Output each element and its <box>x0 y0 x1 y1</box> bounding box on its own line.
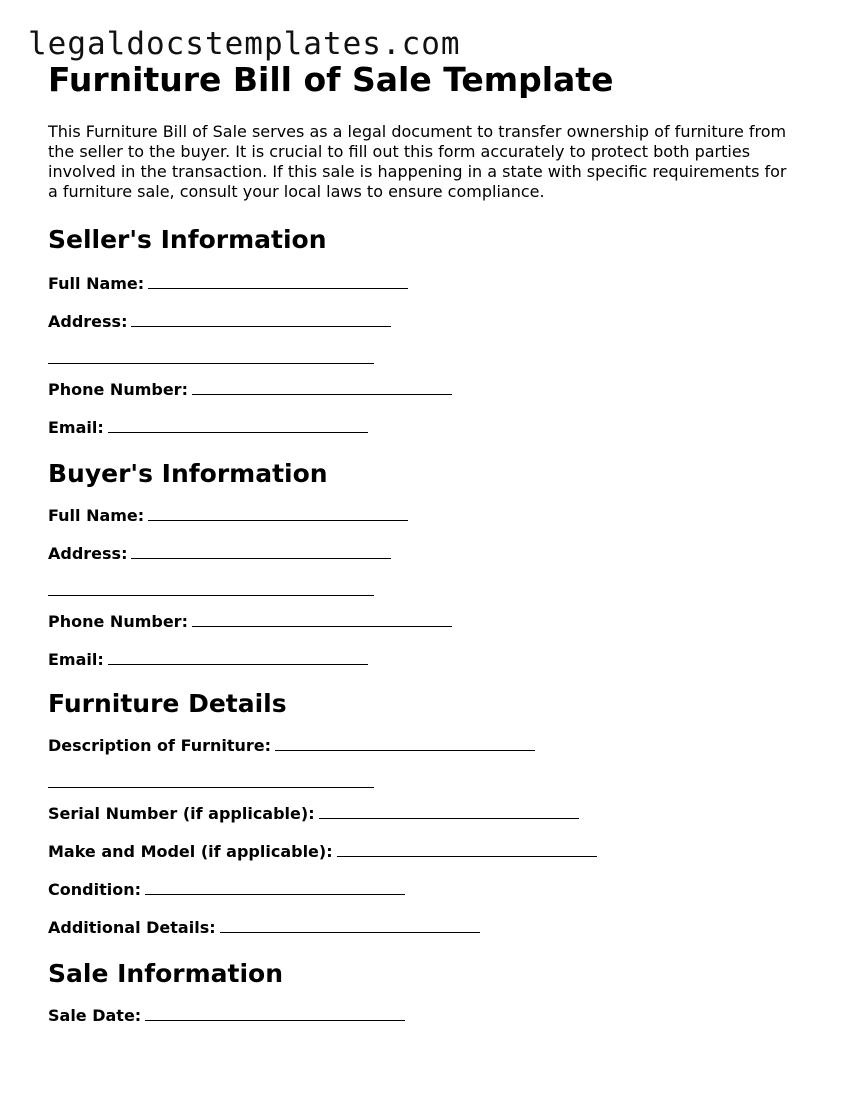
buyer-email-field <box>48 649 808 670</box>
buyer-address-blank[interactable] <box>131 543 391 559</box>
buyer-full-name-field <box>48 505 808 526</box>
seller-full-name-label: Full Name: <box>48 274 145 293</box>
furniture-description-label: Description of Furniture: <box>48 736 272 755</box>
furniture-description-blank[interactable] <box>275 735 535 751</box>
sale-section <box>48 958 808 1026</box>
buyer-email-label: Email: <box>48 650 104 669</box>
sale-date-blank[interactable] <box>145 1005 405 1021</box>
sale-date-label: Sale Date: <box>48 1006 142 1025</box>
buyer-address-field <box>48 543 808 564</box>
buyer-email-blank[interactable] <box>108 649 368 665</box>
furniture-make-model-blank[interactable] <box>337 841 597 857</box>
furniture-additional-blank[interactable] <box>220 917 480 933</box>
document-title: Furniture Bill of Sale Template <box>48 60 614 99</box>
buyer-full-name-label: Full Name: <box>48 506 145 525</box>
furniture-description-field <box>48 735 808 756</box>
sale-heading: Sale Information <box>48 959 283 988</box>
buyer-address-blank-line-2[interactable] <box>48 594 374 596</box>
furniture-serial-blank[interactable] <box>319 803 579 819</box>
seller-heading: Seller's Information <box>48 225 327 254</box>
buyer-phone-blank[interactable] <box>192 611 452 627</box>
seller-phone-blank[interactable] <box>192 379 452 395</box>
seller-address-blank[interactable] <box>131 311 391 327</box>
intro-paragraph: This Furniture Bill of Sale serves as a legal document to transfer ownership of furniture from the seller to the buyer. It is crucial to fill out this form accurately to protect both parties involved in the transaction. If this sale is happening in a state with specific requirements for a furniture sale, consult your local laws to ensure compliance. <box>48 122 787 201</box>
sale-date-field <box>48 1005 808 1026</box>
seller-address-blank-line-2[interactable] <box>48 362 374 364</box>
seller-email-label: Email: <box>48 418 104 437</box>
furniture-description-blank-line-2[interactable] <box>48 786 374 788</box>
seller-address-label: Address: <box>48 312 128 331</box>
seller-phone-field <box>48 379 808 400</box>
seller-full-name-field <box>48 273 808 294</box>
seller-phone-label: Phone Number: <box>48 380 188 399</box>
furniture-make-model-field <box>48 841 808 862</box>
buyer-section <box>48 458 808 670</box>
document-page <box>48 58 808 1026</box>
furniture-serial-field <box>48 803 808 824</box>
furniture-section <box>48 688 808 938</box>
furniture-serial-label: Serial Number (if applicable): <box>48 804 315 823</box>
furniture-heading: Furniture Details <box>48 689 287 718</box>
buyer-address-label: Address: <box>48 544 128 563</box>
buyer-phone-label: Phone Number: <box>48 612 188 631</box>
buyer-phone-field <box>48 611 808 632</box>
site-watermark: legaldocstemplates.com <box>28 26 461 62</box>
buyer-full-name-blank[interactable] <box>148 505 408 521</box>
seller-email-blank[interactable] <box>108 417 368 433</box>
seller-full-name-blank[interactable] <box>148 273 408 289</box>
furniture-condition-label: Condition: <box>48 880 141 899</box>
furniture-condition-field <box>48 879 808 900</box>
furniture-additional-label: Additional Details: <box>48 918 216 937</box>
seller-address-field <box>48 311 808 332</box>
buyer-heading: Buyer's Information <box>48 459 328 488</box>
furniture-make-model-label: Make and Model (if applicable): <box>48 842 333 861</box>
seller-email-field <box>48 417 808 438</box>
furniture-condition-blank[interactable] <box>145 879 405 895</box>
seller-section <box>48 224 808 438</box>
furniture-additional-field <box>48 917 808 938</box>
